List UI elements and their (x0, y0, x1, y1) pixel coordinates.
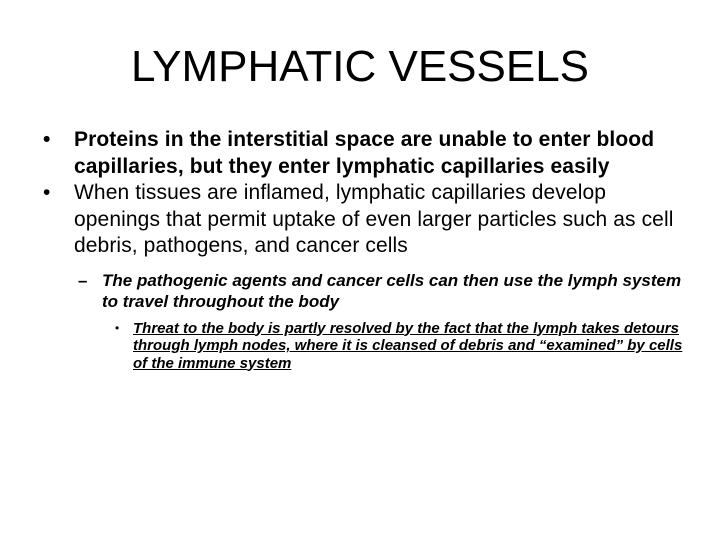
sub-sub-bullet-marker: • (115, 320, 120, 335)
bullet-item-inflamed-tissues (28, 180, 688, 260)
slide-body (28, 127, 688, 372)
sub-bullet-marker: – (78, 270, 88, 290)
bullet-marker: • (43, 181, 51, 204)
sub-sub-bullet-text: Threat to the body is partly resolved by the fact that the lymph takes detours through lymph nodes, where it is cleansed of debris and “examined” by cells of the immune system (133, 319, 683, 372)
slide-title: LYMPHATIC VESSELS (130, 42, 590, 91)
bullet-text: When tissues are inflamed, lymphatic capillaries develop openings that permit uptake of even larger particles such as cell debris, pathogens, and cancer cells (74, 181, 674, 257)
sub-bullet-text: The pathogenic agents and cancer cells can then use the lymph system to travel throughout the body (102, 270, 682, 311)
sub-sub-bullet-item (28, 320, 688, 373)
bullet-text: Proteins in the interstitial space are unable to enter blood capillaries, but they enter lymphatic capillaries easily (74, 128, 655, 178)
bullet-marker: • (43, 128, 51, 151)
bullet-item-proteins (28, 127, 688, 180)
sub-bullet-item (28, 270, 688, 313)
